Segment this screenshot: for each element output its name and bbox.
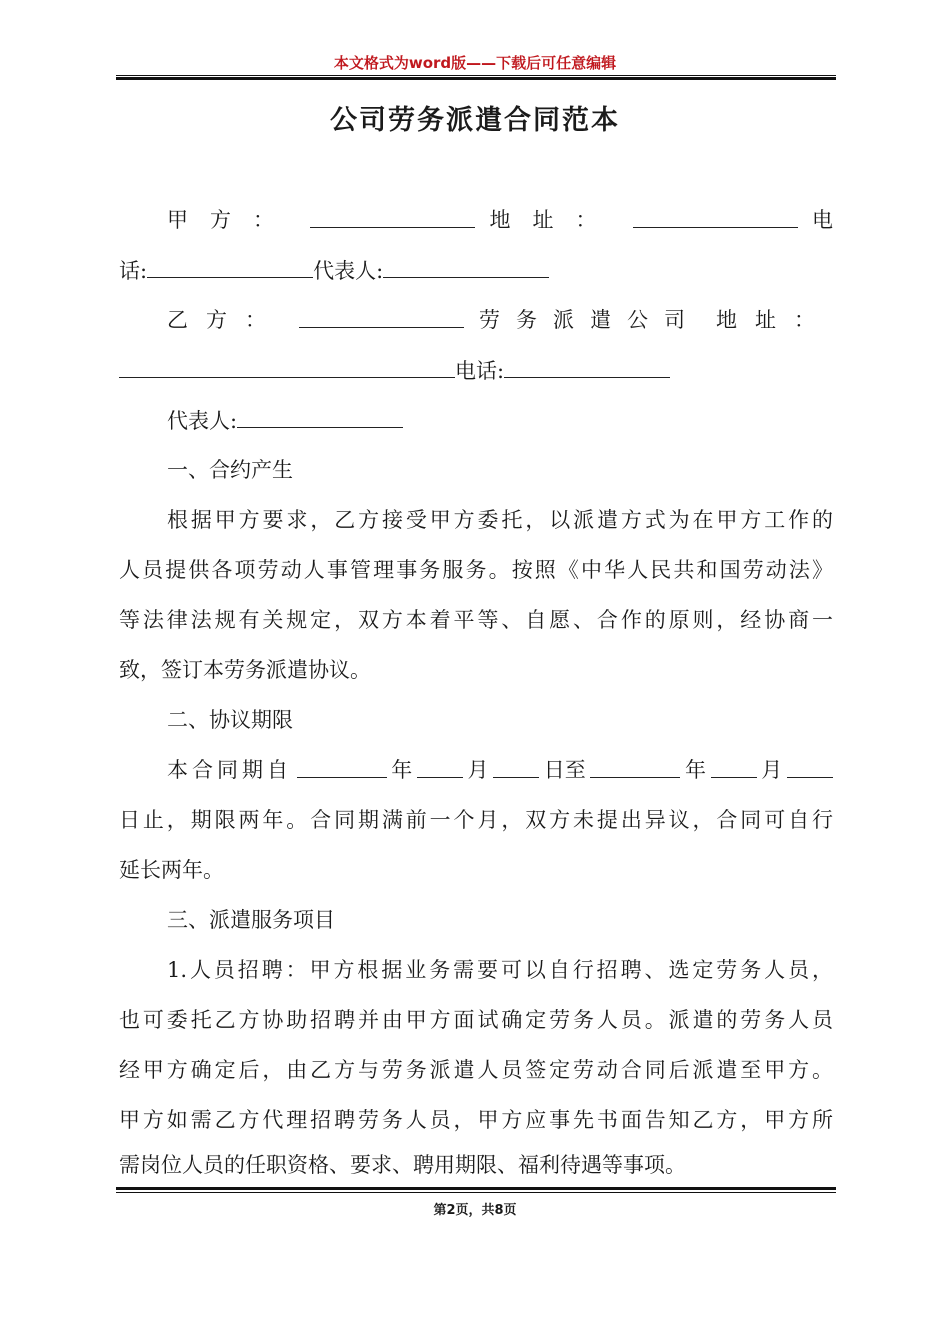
- section-3-paragraph-line: 也可委托乙方协助招聘并由甲方面试确定劳务人员。派遣的劳务人员: [119, 1008, 833, 1032]
- end-year-blank: [590, 755, 680, 778]
- start-day-label: 日至: [543, 758, 586, 782]
- party-a-address-blank: [633, 205, 798, 228]
- party-a-line: [167, 205, 833, 235]
- document-title: 公司劳务派遣合同范本: [330, 105, 620, 136]
- section-1-paragraph-line: 致，签订本劳务派遣协议。: [119, 658, 371, 682]
- section-1-paragraph-line: 人员提供各项劳动人事管理事务服务。按照《中华人民共和国劳动法》: [119, 558, 833, 582]
- party-b-line-3: [167, 405, 833, 436]
- section-2-paragraph-line: 延长两年。: [119, 858, 224, 882]
- section-3-paragraph-line: 经甲方确定后，由乙方与劳务派遣人员签定劳动合同后派遣至甲方。: [119, 1058, 833, 1082]
- party-b-rep-label: 代表人:: [167, 409, 238, 433]
- section-3-paragraph-line: 1.人员招聘：甲方根据业务需要可以自行招聘、选定劳务人员，: [167, 958, 833, 982]
- section-3-paragraph-line: 需岗位人员的任职资格、要求、聘用期限、福利待遇等事项。: [119, 1153, 686, 1177]
- end-year-label: 年: [685, 758, 706, 782]
- footer-rule-thin: [116, 1192, 836, 1193]
- party-a-line-2: [119, 255, 833, 286]
- party-b-address-blank: [119, 355, 455, 378]
- party-b-line: [167, 305, 833, 335]
- party-b-name-blank: [299, 305, 464, 328]
- party-a-address-label: 地址：: [489, 208, 619, 232]
- term-start-label: 本合同期自: [167, 758, 292, 782]
- start-year-label: 年: [391, 758, 413, 782]
- party-a-rep-blank: [383, 255, 549, 278]
- section-2-heading: 二、协议期限: [167, 708, 293, 732]
- section-2-paragraph-line: 日止，期限两年。合同期满前一个月，双方未提出异议，合同可自行: [119, 808, 833, 832]
- end-month-label: 月: [761, 758, 783, 782]
- party-b-rep-blank: [237, 405, 403, 428]
- party-a-phone-blank: [147, 255, 313, 278]
- page-number: 第2页，共8页: [433, 1203, 517, 1218]
- start-month-blank: [417, 755, 463, 778]
- end-day-blank: [787, 755, 833, 778]
- header-rule-thick: [116, 77, 836, 80]
- party-b-address-label: 地址：: [716, 308, 833, 332]
- start-year-blank: [297, 755, 387, 778]
- section-2-date-line: [167, 755, 833, 785]
- party-b-phone-label: 电话:: [455, 359, 505, 383]
- party-a-rep-label: 代表人:: [313, 259, 384, 283]
- section-3-paragraph-line: 甲方如需乙方代理招聘劳务人员，甲方应事先书面告知乙方，甲方所: [119, 1108, 833, 1132]
- end-month-blank: [711, 755, 757, 778]
- party-a-label: 甲方：: [167, 208, 296, 232]
- section-1-paragraph-line: 等法律法规有关规定，双方本着平等、自愿、合作的原则，经协商一: [119, 608, 833, 632]
- section-3-heading: 三、派遣服务项目: [167, 908, 335, 932]
- start-day-blank: [493, 755, 539, 778]
- party-a-name-blank: [310, 205, 475, 228]
- header-rule-thin: [116, 75, 836, 76]
- party-b-line-2: [119, 355, 833, 386]
- party-b-label: 乙方：: [167, 308, 284, 332]
- party-b-phone-blank: [504, 355, 670, 378]
- footer-rule-thick: [116, 1187, 836, 1190]
- start-month-label: 月: [467, 758, 489, 782]
- section-1-heading: 一、合约产生: [167, 458, 293, 482]
- party-a-phone-label-cont: 话:: [119, 259, 148, 283]
- section-1-paragraph-line: 根据甲方要求，乙方接受甲方委托，以派遣方式为在甲方工作的: [167, 508, 833, 532]
- party-b-company: 劳务派遣公司: [479, 308, 701, 332]
- party-a-phone-label: 电: [812, 208, 833, 232]
- header-note: 本文格式为word版——下载后可任意编辑: [333, 54, 617, 72]
